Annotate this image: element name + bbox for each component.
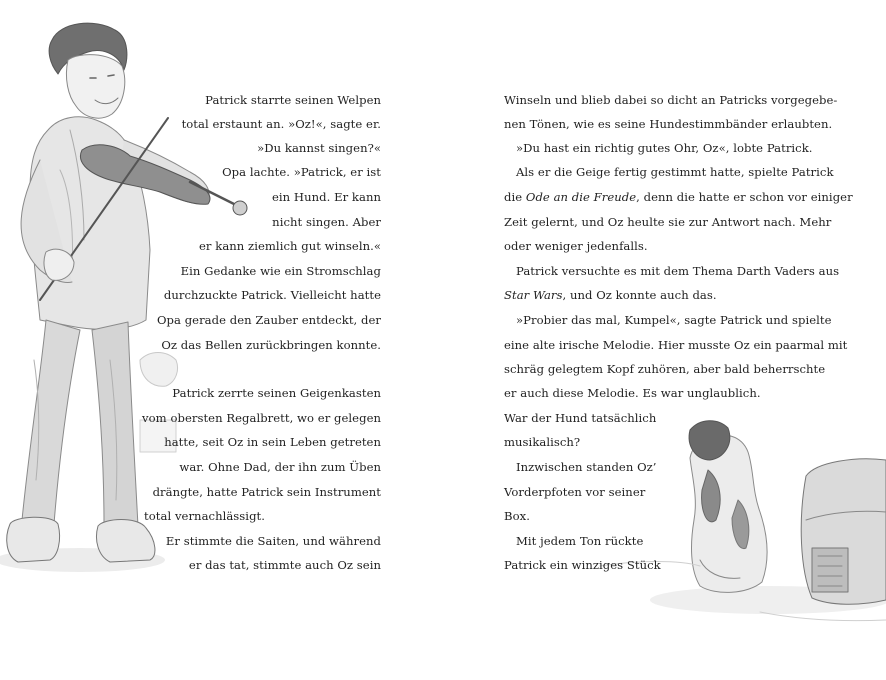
left-line-6: nicht singen. Aber xyxy=(272,215,381,229)
right-line-19: Mit jedem Ton rückte xyxy=(516,534,644,548)
right-line-12: schräg gelegtem Kopf zuhören, aber bald beherrschte xyxy=(504,362,826,376)
right-line-18: Box. xyxy=(504,509,530,523)
right-line-9-end: , und Oz konnte auch das. xyxy=(562,288,717,302)
right-line-14: War der Hund tatsächlich xyxy=(504,411,657,425)
right-line-20: Patrick ein winziges Stück xyxy=(504,558,661,572)
right-line-11: eine alte irische Melodie. Hier musste Oz ein paarmal mit xyxy=(504,338,848,352)
left-line-4: Opa lachte. »Patrick, er ist xyxy=(222,165,381,179)
left-line-7: er kann ziemlich gut winseln.« xyxy=(199,239,381,253)
left-line-9: durchzuckte Patrick. Vielleicht hatte xyxy=(163,288,381,302)
right-line-10: »Probier das mal, Kumpel«, sagte Patrick und spielte xyxy=(516,313,832,327)
right-line-1: Winseln und blieb dabei so dicht an Patricks vorgegebe- xyxy=(504,93,838,107)
left-line-16: drängte, hatte Patrick sein Instrument xyxy=(152,485,381,499)
left-line-8: Ein Gedanke wie ein Stromschlag xyxy=(180,264,381,278)
left-line-2: total erstaunt an. »Oz!«, sagte er. xyxy=(181,117,381,131)
left-line-15: war. Ohne Dad, der ihn zum Üben xyxy=(179,460,381,474)
right-line-9 xyxy=(504,287,717,303)
right-line-5-start: die xyxy=(504,190,523,204)
right-line-5 xyxy=(504,189,853,205)
right-line-8: Patrick versuchte es mit dem Thema Darth Vaders aus xyxy=(516,264,840,278)
right-line-13: er auch diese Melodie. Es war unglaublich. xyxy=(504,386,761,400)
left-line-12: Patrick zerrte seinen Geigenkasten xyxy=(172,386,381,400)
right-line-16: Inzwischen standen Oz’ xyxy=(516,460,657,474)
left-line-18: Er stimmte die Saiten, und während xyxy=(165,534,381,548)
right-line-17: Vorderpfoten vor seiner xyxy=(504,485,646,499)
work-title-star-wars: Star Wars xyxy=(504,288,563,302)
right-line-3: »Du hast ein richtig gutes Ohr, Oz«, lobte Patrick. xyxy=(516,141,813,155)
right-line-15: musikalisch? xyxy=(504,435,581,449)
left-line-5: ein Hund. Er kann xyxy=(272,190,381,204)
left-line-10: Opa gerade den Zauber entdeckt, der xyxy=(156,313,381,327)
left-line-14: hatte, seit Oz in sein Leben getreten xyxy=(164,435,381,449)
right-line-5-end: , denn die hatte er schon vor einiger xyxy=(636,190,853,204)
left-line-17: total vernachlässigt. xyxy=(144,509,265,523)
right-line-7: oder weniger jedenfalls. xyxy=(504,239,648,253)
right-line-6: Zeit gelernt, und Oz heulte sie zur Antwort nach. Mehr xyxy=(504,215,832,229)
dog-crate-illustration xyxy=(600,421,886,621)
right-line-4: Als er die Geige fertig gestimmt hatte, spielte Patrick xyxy=(516,165,834,179)
left-line-1: Patrick starrte seinen Welpen xyxy=(205,93,381,107)
right-line-2: nen Tönen, wie es seine Hundestimmbänder erlaubten. xyxy=(504,117,833,131)
left-line-13: vom obersten Regalbrett, wo er gelegen xyxy=(142,411,381,425)
left-line-11: Oz das Bellen zurückbringen konnte. xyxy=(161,338,381,352)
left-line-3: »Du kannst singen?« xyxy=(257,141,381,155)
work-title-ode: Ode an die Freude xyxy=(525,190,637,204)
left-line-19: er das tat, stimmte auch Oz sein xyxy=(188,558,381,572)
